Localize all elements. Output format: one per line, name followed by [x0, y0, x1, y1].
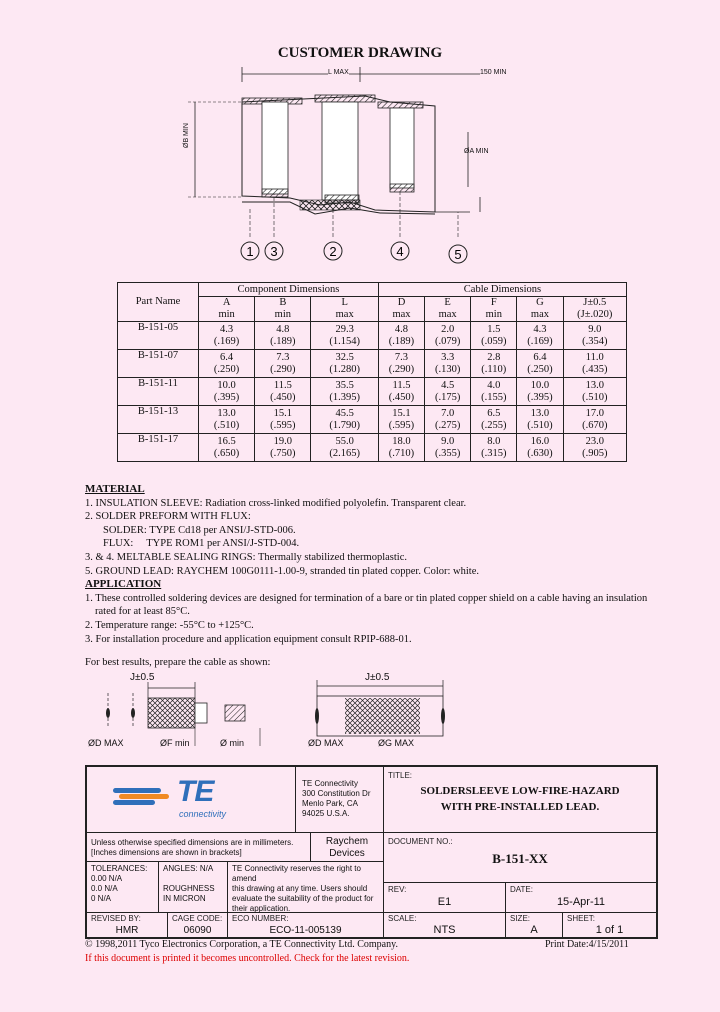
dimension-cell: 2.8 (.110): [471, 350, 517, 378]
dimension-cell: 2.0 (.079): [425, 322, 471, 350]
part-name-cell: B-151-11: [118, 378, 199, 406]
dimension-cell: 9.0 (.354): [563, 322, 626, 350]
column-header: G max: [517, 297, 563, 322]
dimension-cell: 29.3 (1.154): [311, 322, 378, 350]
size-cell: SIZE: A: [505, 912, 563, 939]
prep-j-label: J±0.5: [130, 672, 155, 683]
eco-value: ECO-11-005139: [269, 925, 342, 936]
dimension-cell: 23.0 (.905): [563, 434, 626, 462]
application-line: 3. For installation procedure and application equipment consult RPIP-688-01.: [85, 633, 412, 645]
prep-e-label: Ø min: [220, 738, 245, 748]
angles-cell: ANGLES: N/A ROUGHNESS IN MICRON: [158, 861, 228, 913]
cage-code-cell: CAGE CODE: 06090: [167, 912, 228, 939]
te-logo-stripes-icon: [113, 781, 173, 811]
balloon-label: 1: [246, 244, 254, 259]
disclaimer-cell: TE Connectivity reserves the right to amend this drawing at any time. Users should evaluate the suitability of the product for their application.: [227, 861, 384, 913]
brand-cell: [310, 832, 384, 862]
title-cell: [383, 765, 658, 833]
document-number-cell: DOCUMENT NO.: B-151-XX: [383, 832, 658, 883]
part-name-header: Part Name: [118, 283, 199, 322]
rev-cell: REV: E1: [383, 882, 506, 913]
dimension-cell: 15.1 (.595): [255, 406, 311, 434]
address-line: 300 Constitution Dr: [302, 789, 371, 798]
title-line-2: WITH PRE-INSTALLED LEAD.: [440, 801, 600, 813]
dimension-cell: 3.3 (.130): [425, 350, 471, 378]
brand-devices: Devices: [329, 848, 365, 859]
table-row: [118, 434, 627, 462]
dimension-cell: 13.0 (.510): [199, 406, 255, 434]
sheet-cell: SHEET: 1 of 1: [562, 912, 658, 939]
dimension-cell: 4.8 (.189): [255, 322, 311, 350]
material-line: SOLDER: TYPE Cd18 per ANSI/J-STD-006.: [103, 524, 296, 536]
material-line: 2. SOLDER PREFORM WITH FLUX:: [85, 511, 251, 523]
dimension-cell: 11.5 (.450): [255, 378, 311, 406]
part-name-cell: B-151-17: [118, 434, 199, 462]
notes: [85, 483, 685, 670]
column-header: L max: [311, 297, 378, 322]
dimension-cell: 4.5 (.175): [425, 378, 471, 406]
column-header: F min: [471, 297, 517, 322]
application-line: 1. These controlled soldering devices are designed for termination of a bare or tin plated copper shield on a cable having an insulation: [85, 592, 648, 604]
balloon-label: 4: [396, 244, 404, 259]
dimension-cell: 15.1 (.595): [378, 406, 424, 434]
prep-intro: For best results, prepare the cable as shown:: [85, 657, 271, 669]
dimension-cell: 32.5 (1.280): [311, 350, 378, 378]
dimension-cell: 18.0 (.710): [378, 434, 424, 462]
revised-by-value: HMR: [115, 925, 139, 936]
scale-value: NTS: [433, 924, 456, 936]
copyright: © 1998,2011 Tyco Electronics Corporation, a TE Connectivity Ltd. Company.: [85, 939, 398, 950]
dimension-cell: 7.0 (.275): [425, 406, 471, 434]
application-line: rated for at least 85°C.: [95, 606, 190, 618]
date-cell: DATE: 15-Apr-11: [505, 882, 658, 913]
address-line: TE Connectivity: [302, 779, 359, 788]
print-date: Print Date:4/15/2011: [545, 939, 629, 950]
material-line: 1. INSULATION SLEEVE: Radiation cross-linked modified polyolefin. Transparent clear.: [85, 497, 467, 509]
column-header: A min: [199, 297, 255, 322]
column-header: E max: [425, 297, 471, 322]
sheet-value: 1 of 1: [595, 924, 624, 936]
dimension-cell: 7.3 (.290): [255, 350, 311, 378]
dimension-cell: 4.3 (.169): [199, 322, 255, 350]
part-name-cell: B-151-07: [118, 350, 199, 378]
page-title: CUSTOMER DRAWING: [277, 45, 443, 61]
dimension-cell: 4.3 (.169): [517, 322, 563, 350]
component-dimensions-header: Component Dimensions: [199, 283, 379, 297]
column-header: D max: [378, 297, 424, 322]
part-name-cell: B-151-13: [118, 406, 199, 434]
dimension-cell: 8.0 (.315): [471, 434, 517, 462]
balloon-label: 5: [454, 247, 462, 262]
dimensions-table: [117, 282, 627, 462]
eco-cell: ECO NUMBER: ECO-11-005139: [227, 912, 384, 939]
te-logo-connectivity: connectivity: [179, 809, 227, 819]
b-min-label: ØB MIN: [183, 123, 190, 148]
table-row: [118, 350, 627, 378]
balloon-label: 2: [329, 244, 337, 259]
tolerances-cell: TOLERANCES: 0.00 N/A 0.0 N/A 0 N/A: [85, 861, 159, 913]
dimension-cell: 45.5 (1.790): [311, 406, 378, 434]
dimension-cell: 6.5 (.255): [471, 406, 517, 434]
dimension-cell: 11.0 (.435): [563, 350, 626, 378]
dimension-cell: 55.0 (2.165): [311, 434, 378, 462]
dimension-cell: 13.0 (.510): [563, 378, 626, 406]
title-line-1: SOLDERSLEEVE LOW-FIRE-HAZARD: [420, 785, 620, 797]
prep-g-label: ØG MAX: [378, 738, 415, 748]
document-number: B-151-XX: [492, 851, 548, 866]
material-line: FLUX: TYPE ROM1 per ANSI/J-STD-004.: [103, 538, 300, 550]
scale-cell: SCALE: NTS: [383, 912, 506, 939]
dimension-cell: 11.5 (.450): [378, 378, 424, 406]
a-min-label: ØA MIN: [464, 148, 489, 155]
prep-f-label: ØF min: [160, 738, 190, 748]
dimension-cell: 4.0 (.155): [471, 378, 517, 406]
material-line: 5. GROUND LEAD: RAYCHEM 100G0111-1.00-9, stranded tin plated copper. Color: white.: [85, 565, 480, 577]
l-max-label: L MAX: [328, 69, 349, 76]
application-heading: APPLICATION: [85, 578, 162, 591]
material-line: 3. & 4. MELTABLE SEALING RINGS: Thermally stabilized thermoplastic.: [85, 551, 407, 563]
size-value: A: [530, 924, 538, 936]
address-line: Menlo Park, CA: [302, 799, 359, 808]
dimension-cell: 4.8 (.189): [378, 322, 424, 350]
dimension-cell: 6.4 (.250): [199, 350, 255, 378]
te-logo-text: TE: [177, 775, 214, 808]
uncontrolled-warning: If this document is printed it becomes uncontrolled. Check for the latest revision.: [85, 953, 410, 964]
date-value: 15-Apr-11: [556, 896, 606, 908]
rev-value: E1: [437, 896, 452, 908]
prep-d-label: ØD MAX: [88, 738, 124, 748]
sleeve-drawing: [150, 62, 510, 267]
table-row: [118, 378, 627, 406]
150-min-label: 150 MIN: [480, 69, 507, 76]
dimension-cell: 16.0 (.630): [517, 434, 563, 462]
prep-j-label-2: J±0.5: [365, 672, 390, 683]
table-row: [118, 406, 627, 434]
part-name-cell: B-151-05: [118, 322, 199, 350]
cage-code-value: 06090: [183, 925, 212, 936]
address-line: 94025 U.S.A.: [302, 809, 350, 818]
revised-by-cell: REVISED BY: HMR: [85, 912, 168, 939]
title-label: TITLE:: [388, 771, 413, 780]
table-row: [118, 322, 627, 350]
dimension-cell: 10.0 (.395): [517, 378, 563, 406]
balloon-label: 3: [270, 244, 278, 259]
units-note: Unless otherwise specified dimensions are in millimeters. [Inches dimensions are shown in brackets]: [85, 832, 311, 862]
column-header: J±0.5 (J±.020): [563, 297, 626, 322]
dimension-cell: 16.5 (.650): [199, 434, 255, 462]
material-heading: MATERIAL: [85, 483, 145, 495]
company-address: [295, 765, 384, 833]
dimension-cell: 10.0 (.395): [199, 378, 255, 406]
logo-cell: [85, 765, 296, 833]
application-line: 2. Temperature range: -55°C to +125°C.: [85, 619, 254, 631]
dimension-cell: 6.4 (.250): [517, 350, 563, 378]
dimension-cell: 1.5 (.059): [471, 322, 517, 350]
dimension-cell: 7.3 (.290): [378, 350, 424, 378]
dimension-cell: 17.0 (.670): [563, 406, 626, 434]
dimension-cell: 13.0 (.510): [517, 406, 563, 434]
dimension-cell: 9.0 (.355): [425, 434, 471, 462]
dimension-cell: 35.5 (1.395): [311, 378, 378, 406]
dimension-cell: 19.0 (.750): [255, 434, 311, 462]
column-header: B min: [255, 297, 311, 322]
brand-raychem: Raychem: [325, 836, 369, 847]
cable-dimensions-header: Cable Dimensions: [378, 283, 626, 297]
prep-d-label-2: ØD MAX: [308, 738, 344, 748]
